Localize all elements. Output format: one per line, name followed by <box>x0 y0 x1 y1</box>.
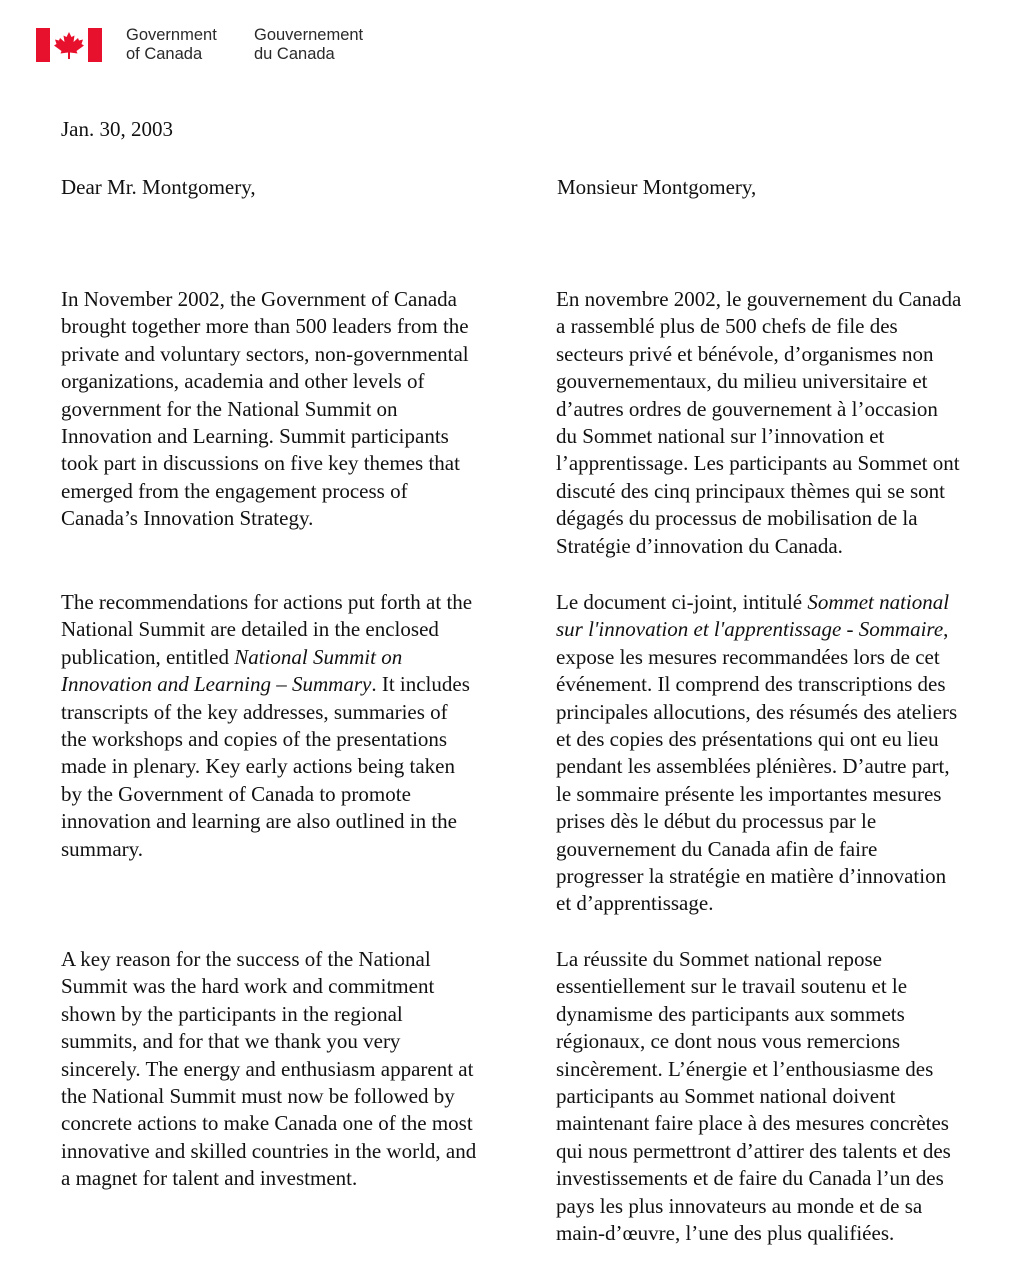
flag-left-bar <box>36 28 50 62</box>
publication-title-fr: Sommet national <box>807 590 950 614</box>
text-line: l’apprentissage. Les participants au Sommet ont <box>556 451 960 476</box>
text-line <box>556 589 1032 616</box>
text-line: prises dès le début du processus par le <box>556 809 877 834</box>
text-line: gouvernement du Canada afin de faire <box>556 836 878 861</box>
text-line: pendant les assemblées plénières. D’autre part, <box>556 754 950 779</box>
text-line: a rassemblé plus de 500 chefs de file des <box>556 314 898 339</box>
text-line <box>61 671 537 698</box>
text-line: et des copies des présentations qui ont eu lieu <box>556 727 939 752</box>
paragraph-fr-3 <box>556 946 1032 1247</box>
text-line: sincèrement. L’énergie et l’enthousiasme des <box>556 1056 934 1081</box>
text-line: pays les plus innovateurs au monde et de sa <box>556 1193 923 1218</box>
text-run: publication, entitled <box>61 644 235 669</box>
canada-flag-icon <box>36 28 102 62</box>
text-line: essentiellement sur le travail soutenu et le <box>556 974 908 999</box>
text-line: progresser la stratégie en matière d’innovation <box>556 864 947 889</box>
paragraph-en-3 <box>61 946 537 1193</box>
paragraph-en-2 <box>61 589 537 863</box>
text-line: transcripts of the key addresses, summaries of <box>61 699 448 724</box>
text-line: d’autres ordres de gouvernement à l’occasion <box>556 396 938 421</box>
publication-title-en-cont: Innovation and Learning – Summary <box>61 672 372 697</box>
text-line: principales allocutions, des résumés des ateliers <box>556 699 958 724</box>
text-line <box>61 644 537 671</box>
text-line: made in plenary. Key early actions being taken <box>61 754 455 779</box>
publication-title-fr-cont: sur l'innovation et l'apprentissage - Sommaire <box>556 617 944 642</box>
text-line: discuté des cinq principaux thèmes qui se sont <box>556 478 946 503</box>
text-line: organizations, academia and other levels of <box>61 369 425 394</box>
text-line: innovative and skilled countries in the world, and <box>61 1138 477 1163</box>
text-line: government for the National Summit on <box>61 396 398 421</box>
wordmark-fr-line2: du Canada <box>254 45 335 63</box>
text-line: qui nous permettront d’attirer des talents et des <box>556 1138 951 1163</box>
text-line: summits, and for that we thank you very <box>61 1029 401 1054</box>
text-line: the workshops and copies of the presentations <box>61 727 448 752</box>
text-line: by the Government of Canada to promote <box>61 781 411 806</box>
text-line: private and voluntary sectors, non-governmental <box>61 341 469 366</box>
salutation-en: Dear Mr. Montgomery, <box>61 175 256 199</box>
paragraph-fr-2 <box>556 589 1032 918</box>
text-line: emerged from the engagement process of <box>61 478 408 503</box>
text-line: investissements et de faire du Canada l’un des <box>556 1166 944 1191</box>
text-run: , <box>943 617 949 642</box>
paragraph-en-1 <box>61 286 537 533</box>
paragraph-fr-1 <box>556 286 1032 560</box>
salutation-fr: Monsieur Montgomery, <box>557 175 757 199</box>
text-line: In November 2002, the Government of Canada <box>61 287 457 311</box>
text-line: A key reason for the success of the National <box>61 947 431 971</box>
text-line: du Sommet national sur l’innovation et <box>556 424 885 449</box>
text-line: Summit was the hard work and commitment <box>61 974 435 999</box>
text-line: gouvernementaux, du milieu universitaire et <box>556 369 928 394</box>
text-line: maintenant faire place à des mesures concrètes <box>556 1111 949 1136</box>
text-line: et d’apprentissage. <box>556 891 714 916</box>
text-line: participants au Sommet national doivent <box>556 1084 896 1109</box>
wordmark-en-line1: Government <box>126 26 217 44</box>
text-line: sincerely. The energy and enthusiasm apparent at <box>61 1056 474 1081</box>
text-line: National Summit are detailed in the enclosed <box>61 617 439 642</box>
text-line: dégagés du processus de mobilisation de la <box>556 506 918 531</box>
government-of-canada-wordmark <box>126 26 217 64</box>
text-line: régionaux, ce dont nous vous remercions <box>556 1029 901 1054</box>
wordmark-en-line2: of Canada <box>126 45 203 63</box>
text-line: concrete actions to make Canada one of the most <box>61 1111 473 1136</box>
text-line: brought together more than 500 leaders from the <box>61 314 469 339</box>
text-line: innovation and learning are also outlined in the <box>61 809 457 834</box>
text-line: took part in discussions on five key themes that <box>61 451 460 476</box>
text-line: dynamisme des participants aux sommets <box>556 1001 905 1026</box>
flag-right-bar <box>88 28 102 62</box>
text-line: Innovation and Learning. Summit participants <box>61 424 449 449</box>
text-line: le sommaire présente les importantes mesures <box>556 781 942 806</box>
text-run: . It includes <box>371 672 470 697</box>
text-line: La réussite du Sommet national repose <box>556 947 883 971</box>
text-line: summary. <box>61 836 144 861</box>
text-line: main-d’œuvre, l’une des plus qualifiées. <box>556 1221 895 1246</box>
gouvernement-du-canada-wordmark <box>254 26 363 64</box>
text-line: secteurs privé et bénévole, d’organismes non <box>556 341 934 366</box>
text-line: En novembre 2002, le gouvernement du Canada <box>556 287 962 311</box>
text-line: The recommendations for actions put forth at the <box>61 590 473 614</box>
text-line: Canada’s Innovation Strategy. <box>61 506 314 531</box>
text-run: Le document ci-joint, intitulé <box>556 590 808 614</box>
maple-leaf-icon <box>54 32 84 59</box>
text-line <box>556 616 1032 643</box>
text-line: shown by the participants in the regional <box>61 1001 403 1026</box>
text-line: the National Summit must now be followed by <box>61 1084 455 1109</box>
wordmark-fr-line1: Gouvernement <box>254 26 364 44</box>
text-line: événement. Il comprend des transcriptions des <box>556 672 946 697</box>
text-line: expose les mesures recommandées lors de cet <box>556 644 940 669</box>
text-line: a magnet for talent and investment. <box>61 1166 358 1191</box>
text-line: Stratégie d’innovation du Canada. <box>556 533 843 558</box>
publication-title-en: National Summit on <box>234 644 403 669</box>
letter-date: Jan. 30, 2003 <box>61 117 173 141</box>
